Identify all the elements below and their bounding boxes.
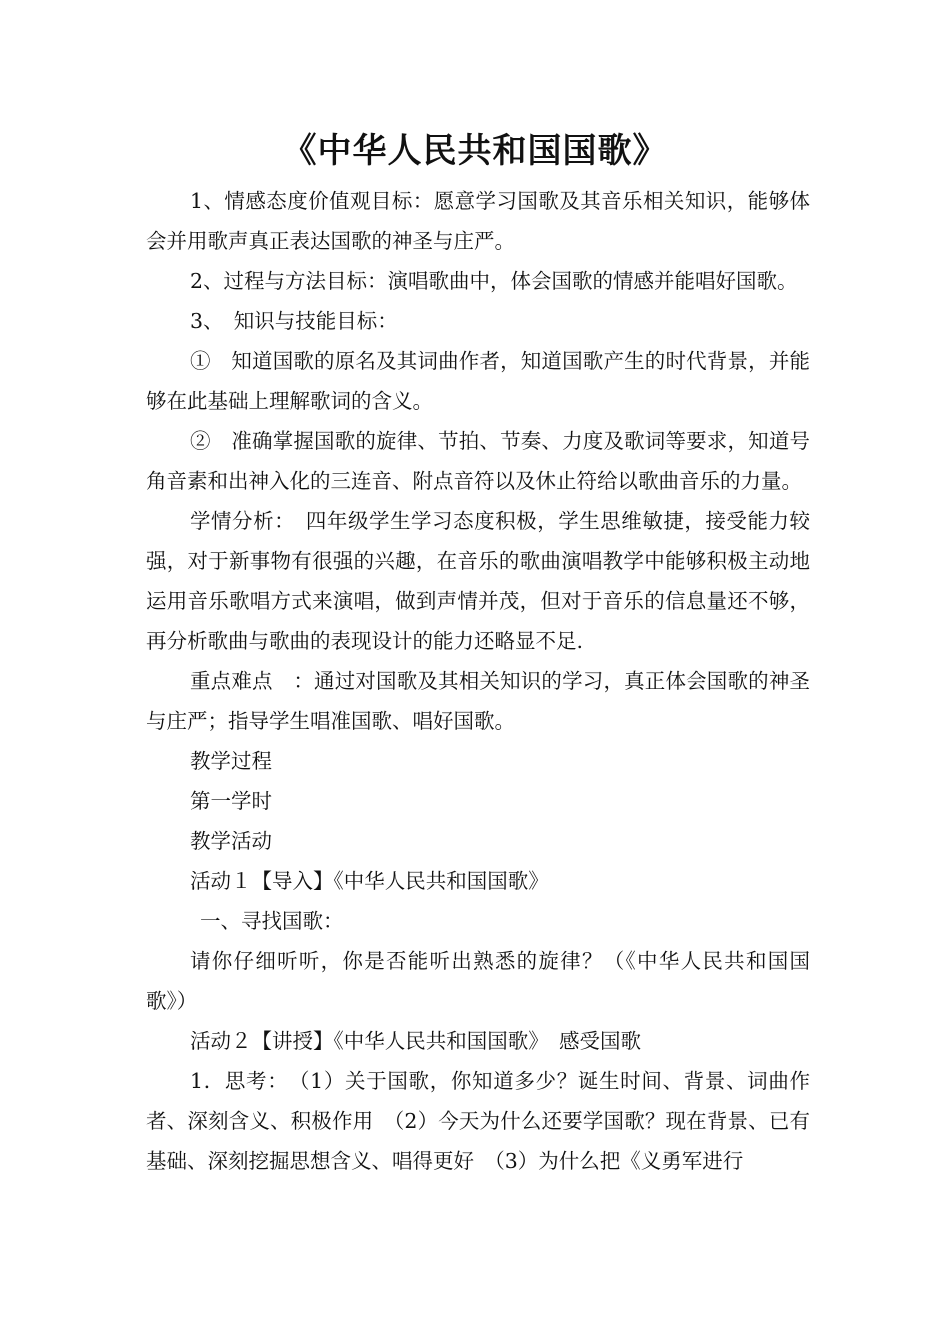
objective-emotion-paragraph: 1、情感态度价值观目标：愿意学习国歌及其音乐相关知识，能够体会并用歌声真正表达国歌的神圣与庄严。 (146, 189, 810, 253)
listen-prompt-paragraph: 请你仔细听听，你是否能听出熟悉的旋律？（《中华人民共和国国歌》） (146, 949, 810, 1013)
knowledge-item-2: ② 准确掌握国歌的旋律、节拍、节奏、力度及歌词等要求，知道号角音素和出神入化的三连音、附点音符以及休止符给以歌曲音乐的力量。 (146, 429, 810, 493)
first-lesson-heading: 第一学时 (190, 789, 272, 813)
objective-process-paragraph: 2、过程与方法目标：演唱歌曲中，体会国歌的情感并能唱好国歌。 (190, 269, 798, 293)
teaching-process-heading: 教学过程 (190, 749, 272, 773)
document-body (146, 181, 810, 1181)
student-analysis-paragraph: 学情分析： 四年级学生学习态度积极，学生思维敏捷，接受能力较强，对于新事物有很强的兴趣，在音乐的歌曲演唱教学中能够积极主动地运用音乐歌唱方式来演唱，做到声情并茂，但对于音乐的信息量还不够，再分析歌曲与歌曲的表现设计的能力还略显不足. (146, 509, 810, 653)
activity-1-heading: 活动１【导入】《中华人民共和国国歌》 (190, 869, 549, 893)
objective-knowledge-heading: 3、 知识与技能目标： (190, 309, 398, 333)
key-points-paragraph: 重点难点 ：通过对国歌及其相关知识的学习，真正体会国歌的神圣与庄严；指导学生唱准国歌、唱好国歌。 (146, 669, 810, 733)
activity-2-heading: 活动２【讲授】《中华人民共和国国歌》 感受国歌 (190, 1029, 641, 1053)
page-title: 《中华人民共和国国歌》 (282, 131, 668, 171)
think-questions-paragraph: 1．思考： （1）关于国歌，你知道多少？诞生时间、背景、词曲作者、深刻含义、积极作用 （2）今天为什么还要学国歌？现在背景、已有基础、深刻挖掘思想含义、唱得更好 （3）为什么把《义勇军进行 (146, 1069, 810, 1173)
knowledge-item-1: ① 知道国歌的原名及其词曲作者，知道国歌产生的时代背景，并能够在此基础上理解歌词的含义。 (146, 349, 810, 413)
find-anthem-heading: 一、寻找国歌： (200, 909, 344, 933)
teaching-activity-heading: 教学活动 (190, 829, 272, 853)
